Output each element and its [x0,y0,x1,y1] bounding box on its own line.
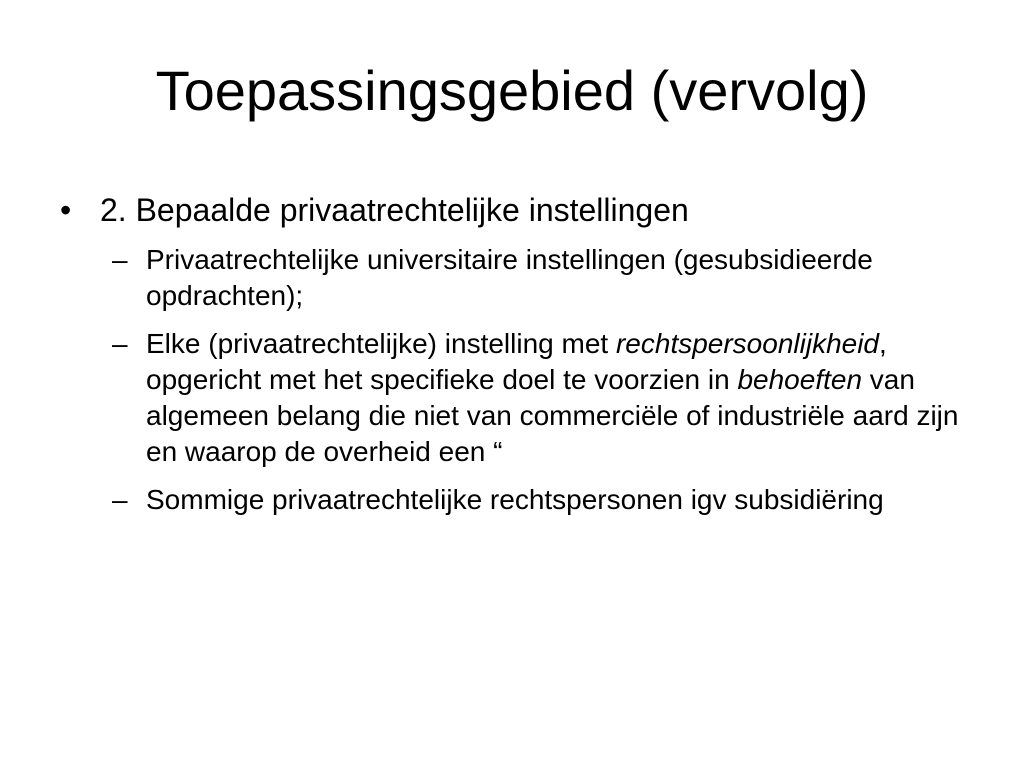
text-segment: , opgericht met het specifieke doel te voorzien in [146,328,887,395]
sub-bullet-text [146,328,958,467]
slide-title: Toepassingsgebied (vervolg) [155,59,869,122]
bullet-marker: • [60,192,72,228]
sub-bullet-text: Sommige privaatrechtelijke rechtspersonen igv subsidiëring [146,484,884,515]
sub-bullet-item-1 [60,242,960,314]
italic-term-rechtspersoonlijkheid: rechtspersoonlijkheid [615,328,880,359]
text-segment: van algemeen belang die niet van commerciële of industriële aard zijn en waarop de overheid een “ [146,364,959,467]
dash-marker: – [112,484,128,515]
dash-marker: – [112,244,128,275]
text-segment: Elke (privaatrechtelijke) instelling met [146,328,616,359]
bullet-item-1 [60,190,960,230]
italic-term-behoeften: behoeften [737,364,863,395]
slide-content [60,190,960,530]
sub-bullet-item-2 [60,326,960,470]
dash-marker: – [112,328,128,359]
sub-bullet-item-3 [60,482,960,518]
sub-bullet-text: Privaatrechtelijke universitaire instellingen (gesubsidieerde opdrachten); [146,244,873,311]
bullet-text: 2. Bepaalde privaatrechtelijke instellingen [100,192,689,228]
